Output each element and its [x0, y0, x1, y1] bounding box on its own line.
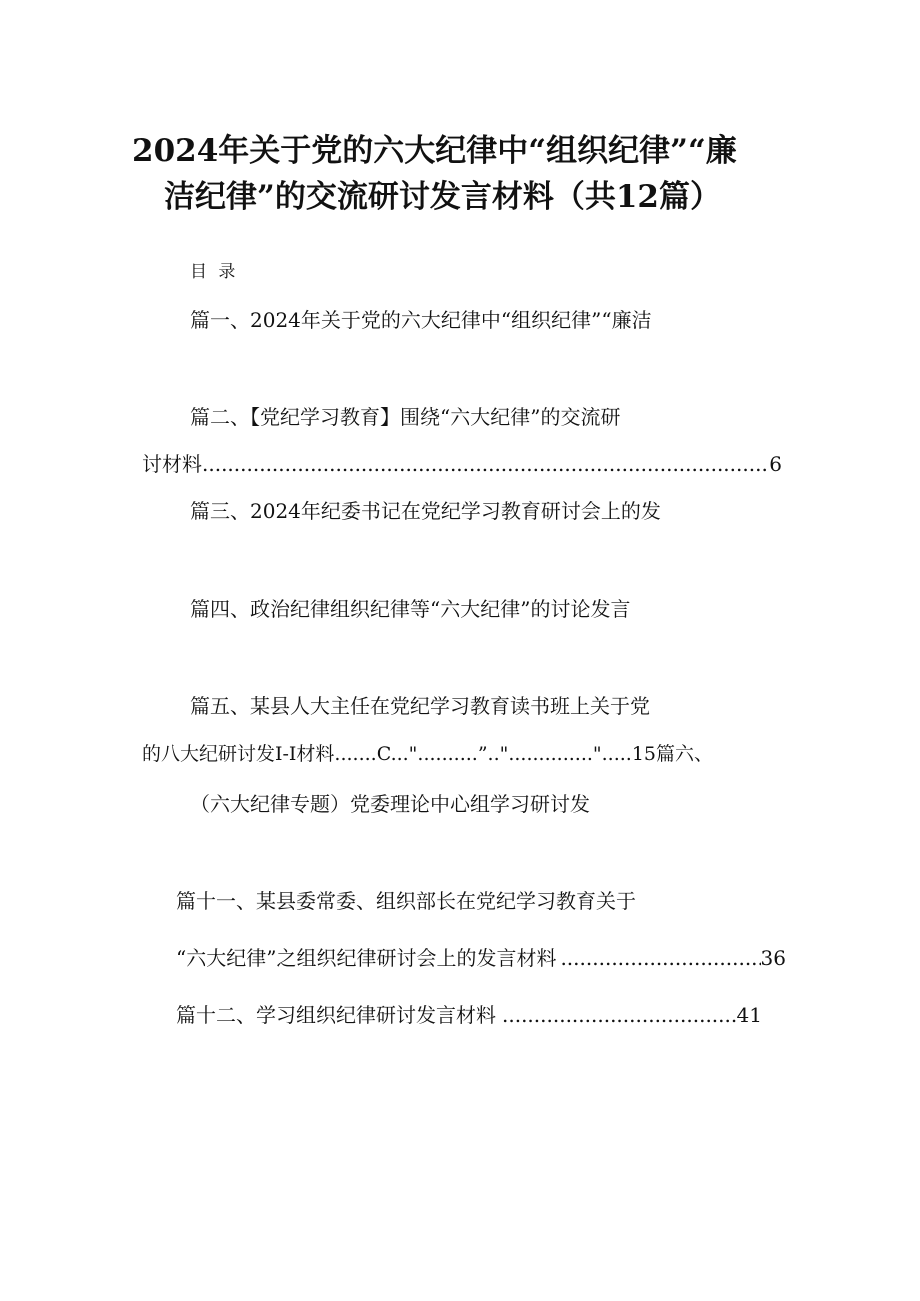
title-line-1: 2024年关于党的六大纪律中“组织纪律”“廉: [132, 133, 737, 169]
toc-entry-5-line-2[interactable]: 的八大纪研讨发I-I材料.......C..."..........”.."..............".....15篇六、: [142, 743, 714, 765]
toc-entry-12[interactable]: [176, 1000, 762, 1030]
toc-entry-11-page: 36: [760, 946, 786, 970]
toc-entry-2-line-1[interactable]: 篇二、【党纪学习教育】围绕“六大纪律”的交流研: [190, 405, 621, 429]
document-title: [132, 128, 812, 220]
toc-entry-1[interactable]: 篇一、2024年关于党的六大纪律中“组织纪律”“廉洁: [190, 308, 652, 332]
toc-entry-5-line-1[interactable]: 篇五、某县人大主任在党纪学习教育读书班上关于党: [190, 694, 650, 718]
toc-entry-2-page: 6: [769, 452, 782, 476]
toc-entry-12-text: 篇十二、学习组织纪律研讨发言材料: [176, 1003, 496, 1027]
toc-heading: 目 录: [190, 262, 239, 282]
toc-entry-11-text: “六大纪律”之组织纪律研讨会上的发言材料: [176, 946, 557, 970]
dot-leader: [502, 1000, 737, 1030]
toc-entry-6[interactable]: （六大纪律专题）党委理论中心组学习研讨发: [190, 792, 590, 816]
toc-entry-4[interactable]: 篇四、政治纪律组织纪律等“六大纪律”的讨论发言: [190, 597, 631, 621]
toc-entry-2-text: 讨材料: [142, 452, 202, 476]
title-line-2: 洁纪律”的交流研讨发言材料（共12篇）: [164, 179, 721, 215]
toc-entry-11-line-1[interactable]: 篇十一、某县委常委、组织部长在党纪学习教育关于: [176, 889, 636, 913]
toc-entry-12-page: 41: [736, 1003, 762, 1027]
toc-entry-3[interactable]: 篇三、2024年纪委书记在党纪学习教育研讨会上的发: [190, 499, 661, 523]
dot-leader: [560, 943, 760, 973]
dot-leader: [202, 449, 769, 479]
toc-entry-2-line-2[interactable]: [142, 449, 782, 479]
toc-entry-11-line-2[interactable]: [176, 943, 786, 973]
